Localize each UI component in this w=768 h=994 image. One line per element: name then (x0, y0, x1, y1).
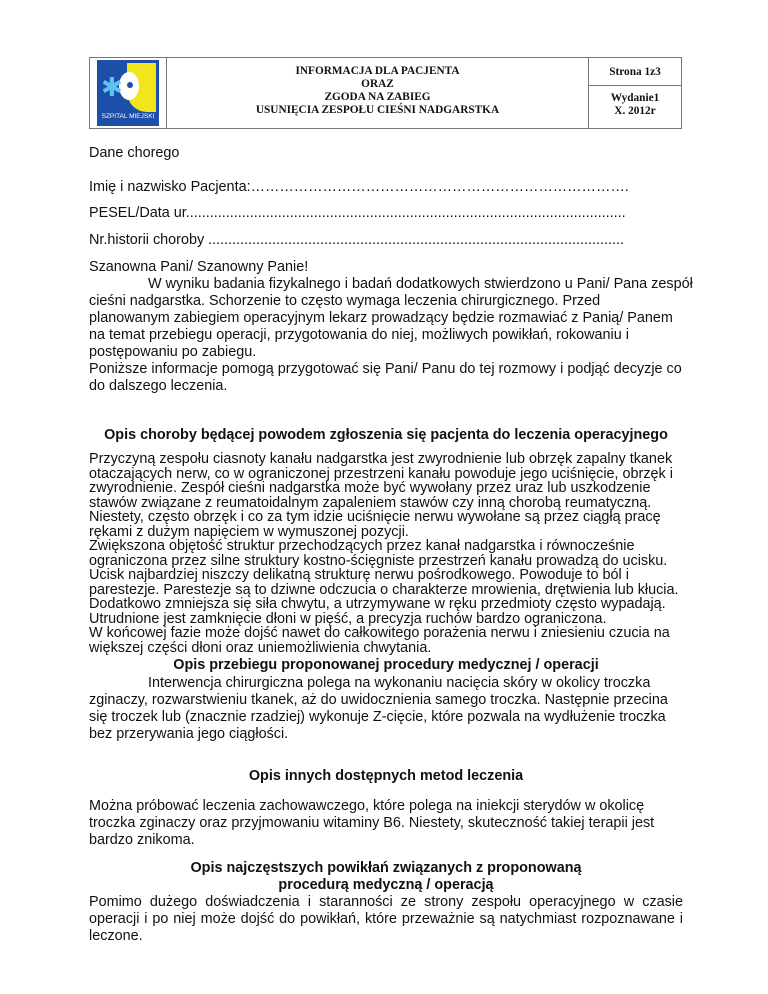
hospital-logo: ✱ SZPITAL MIEJSKI (97, 60, 159, 126)
section-heading-alternatives: Opis innych dostępnych metod leczenia (248, 768, 524, 784)
greeting: Szanowna Pani/ Szanowny Panie! (89, 259, 309, 275)
document-header-table (89, 57, 682, 129)
page-number: Strona 1z3 (589, 58, 681, 86)
document-meta (589, 58, 681, 128)
title-line: INFORMACJA DLA PACJENTA (295, 65, 460, 77)
intro-line: Poniższe informacje pomogą przygotować się Pani/ Panu do tej rozmowy i podjąć decyzje co (89, 361, 682, 377)
history-number-field: Nr.historii choroby ........................................................................................................ (89, 232, 624, 248)
disease-line: Zwiększona objętość struktur przechodzących przez kanał nadgarstka i równocześnie (89, 538, 635, 554)
edition (589, 86, 681, 118)
disease-line: Dodatkowo zmniejsza się siła chwytu, a utrzymywane w ręku przedmioty często wypadają. (89, 596, 666, 612)
disease-line: W końcowej fazie może dojść nawet do całkowitego porażenia nerwu i zniesieniu czucia na (89, 625, 670, 641)
section-heading-procedure: Opis przebiegu proponowanej procedury medycznej / operacji (173, 657, 599, 673)
intro-line: planowanym zabiegiem operacyjnym lekarz prowadzący będzie rozmawiać z Panią/ Panem (89, 310, 673, 326)
disease-line: Niestety, często obrzęk i co za tym idzie uciśnięcie nerwu wywołane są przez ciągłą pracę (89, 509, 661, 525)
intro-line: cieśni nadgarstka. Schorzenie to często wymaga leczenia chirurgicznego. Przed (89, 293, 601, 309)
disease-line: ograniczona przez silne struktury kostno-ścięgniste przestrzeń kanału prowadzą do ucisku. (89, 552, 668, 569)
intro-line: W wyniku badania fizykalnego i badań dodatkowych stwierdzono u Pani/ Pana zespół (148, 276, 693, 292)
procedure-line: bez przerywania jego ciągłości. (89, 726, 289, 742)
document-title (167, 58, 589, 128)
disease-line: Ucisk najbardziej niszczy delikatną strukturę nerwu pośrodkowego. Powoduje to ból i (89, 567, 629, 583)
disease-line: większej części dłoni oraz uniemożliwienia chwytania. (89, 639, 432, 656)
title-line: ORAZ (361, 78, 394, 90)
intro-line: na temat przebiegu operacji, przygotowania do niej, możliwych powikłań, rokowaniu i (89, 327, 629, 343)
disease-line: otaczających nerw, co w ograniczonej przestrzeni kanału powoduje jego uciśnięcie, obrzęk i (89, 465, 673, 482)
pesel-field: PESEL/Data ur.............................................................................................................. (89, 205, 626, 221)
disease-line: Przyczyną zespołu ciasnoty kanału nadgarstka jest zwyrodnienie lub obrzęk zapalny tkanek (89, 451, 673, 467)
disease-line: zwyrodnienie. Zespół cieśni nadgarstka może być wywołany przez uraz lub uszkodzenie (89, 480, 651, 496)
section-heading-complications-2: procedurą medyczną / operacją (278, 877, 494, 893)
patient-section-label: Dane chorego (89, 145, 180, 161)
edition-date: X. 2012r (614, 105, 656, 117)
title-line: USUNIĘCIA ZESPOŁU CIEŚNI NADGARSTKA (255, 104, 500, 116)
alternatives-line: bardzo znikoma. (89, 832, 195, 848)
disease-line: parestezje. Parestezje są to dziwne odczucia o charakterze mrowienia, drętwienia lub kłucia. (89, 581, 679, 598)
intro-line: postępowaniu po zabiegu. (89, 344, 257, 360)
edition-line: Wydanie1 (610, 92, 660, 104)
logo-cell (90, 58, 167, 128)
procedure-line: Interwencja chirurgiczna polega na wykonaniu nacięcia skóry w okolicy troczka (148, 675, 651, 691)
logo-text: SZPITAL MIEJSKI (101, 113, 155, 120)
title-line: ZGODA NA ZABIEG (324, 91, 431, 103)
section-heading-disease: Opis choroby będącej powodem zgłoszenia się pacjenta do leczenia operacyjnego (104, 427, 668, 443)
disease-line: Utrudnione jest zamknięcie dłoni w pięść, a precyzja ruchów bardzo ograniczona. (89, 610, 607, 627)
alternatives-line: Można próbować leczenia zachowawczego, które polega na iniekcji sterydów w okolicę (89, 798, 645, 814)
disease-line: stawów związane z reumatoidalnym zapaleniem stawów czy inną chorobą reumatyczną. (89, 494, 652, 511)
alternatives-line: troczka zginaczy oraz przyjmowaniu witaminy B6. Niestety, skuteczność takiej terapii jest (89, 815, 655, 831)
complications-text: Pomimo dużego doświadczenia i staranności ze strony zespołu operacyjnego w czasie operacji i po niej może dojść do powikłań, które przeważnie są natychmiast rozpoznawane i leczone. (89, 894, 683, 944)
section-heading-complications: Opis najczęstszych powikłań związanych z proponowaną (190, 860, 582, 876)
procedure-line: się troczek lub (znacznie rzadziej) wykonuje Z-cięcie, które pozwala na wydłużenie troczka (89, 709, 666, 725)
intro-line: do dalszego leczenia. (89, 378, 228, 394)
procedure-line: zginaczy, rozwarstwieniu tkanek, aż do uwidocznienia samego troczka. Następnie przecina (89, 692, 668, 708)
patient-name-field: Imię i nazwisko Pacjenta:……………………………………………………………………. (89, 179, 629, 195)
disease-line: rękami z dużym napięciem w wymuszonej pozycji. (89, 523, 409, 540)
